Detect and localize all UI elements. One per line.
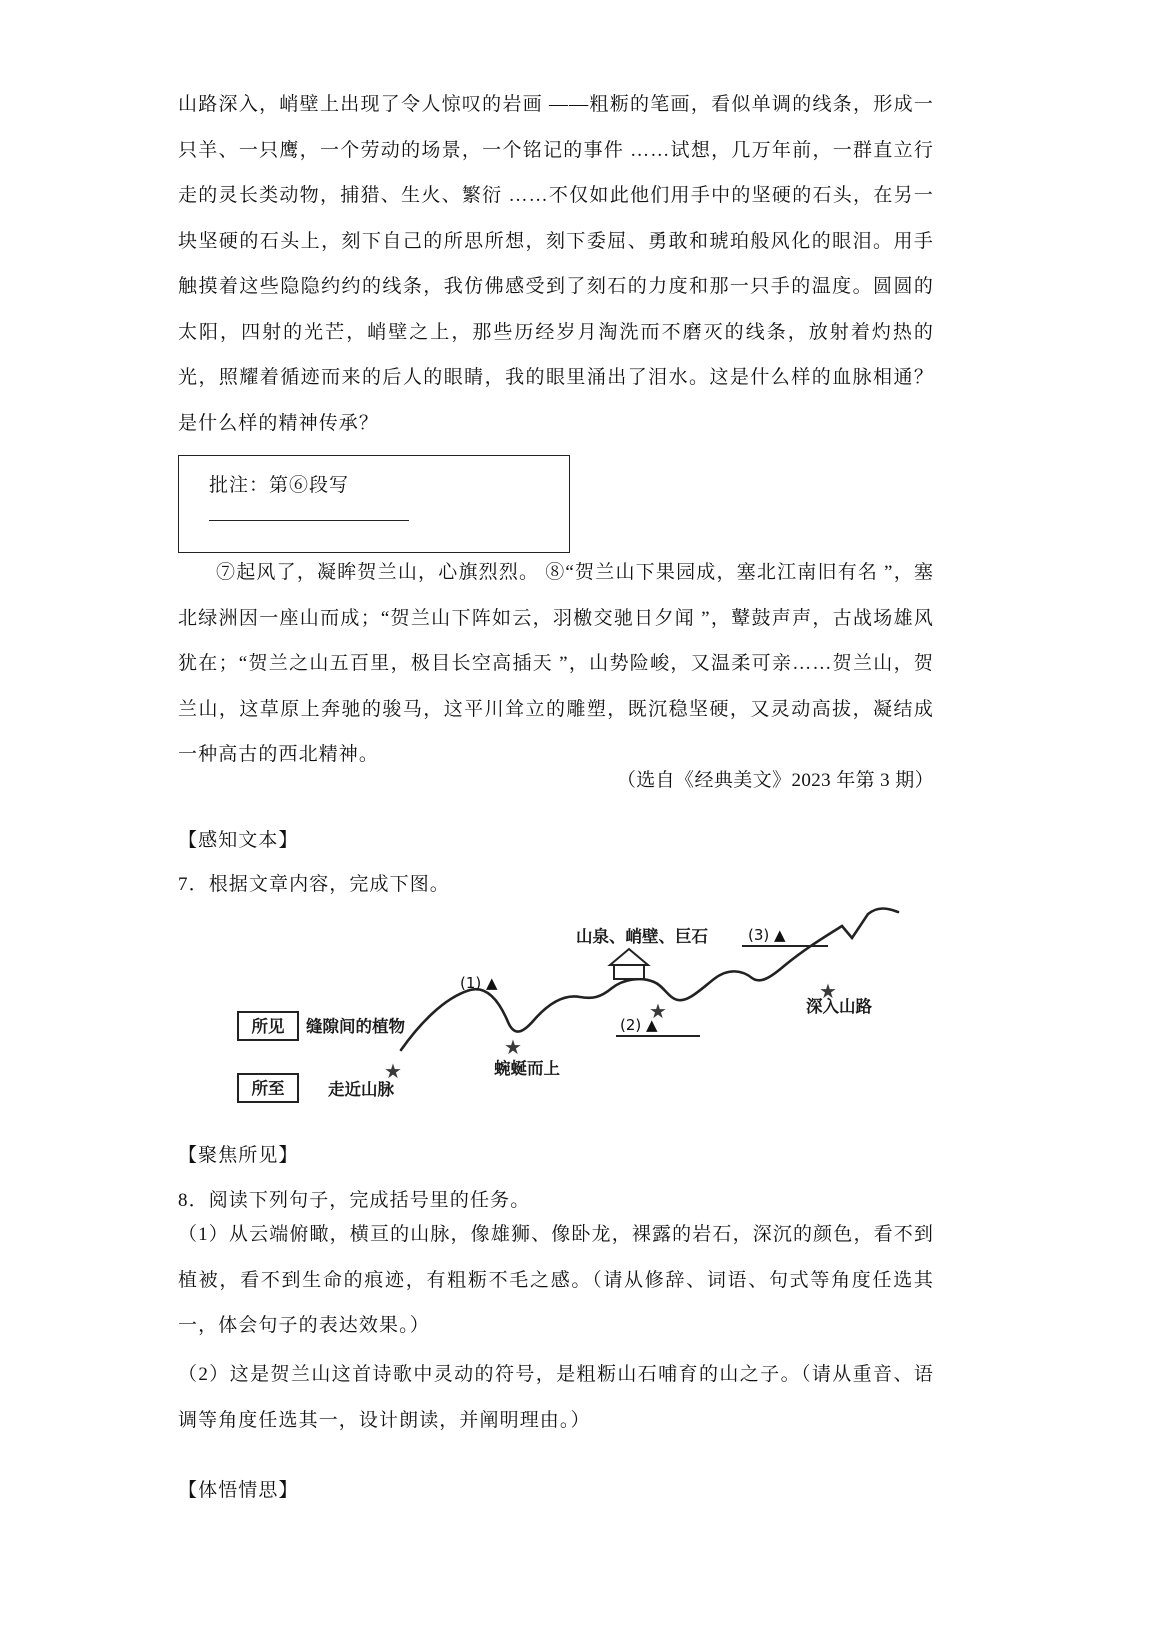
diagram-label-deep-path: 深入山路 [806,998,872,1016]
seen-legend-label: 所见 [251,1018,285,1036]
paragraph-6-text: 山路深入，峭壁上出现了令人惊叹的岩画 ——粗粝的笔画，看似单调的线条，形成一只羊、一只鹰，一个劳动的场景，一个铭记的事件 ……试想，几万年前，一群直立行走的灵长类动物，捕猎、生火、繁衍 ……不仅如此他们用手中的坚硬的石头，在另一块坚硬的石头上，刻下自己的所思所想，刻下委屈、勇敢和琥珀般风化的眼泪。用手触摸着这些隐隐约约的线条，我仿佛感受到了刻石的力度和那一只手的温度。圆圆的太阳，四射的光芒，峭壁之上，那些历经岁月淘洗而不磨灭的线条，放射着灼热的光，照耀着循迹而来的后人的眼睛，我的眼里涌出了泪水。这是什么样的血脉相通？是什么样的精神传承？ [178,94,934,434]
diagram-top-label: 山泉、峭壁、巨石 [576,928,708,946]
star-icon-2: ★ [504,1035,522,1059]
section-header-feel-text: 【体悟情思】 [178,1480,299,1501]
annotation-box [178,455,570,553]
arrive-legend-label: 所至 [251,1080,285,1098]
question-8-1-text: （1）从云端俯瞰，横亘的山脉，像雄狮、像卧龙，裸露的岩石，深沉的颜色，看不到植被，看不到生命的痕迹，有粗粝不毛之感。（请从修辞、词语、句式等角度任选其一，体会句子的表达效果。） [178,1224,934,1336]
diagram-label-arrive-item: 走近山脉 [328,1081,394,1099]
blank-3-marker: (3) ▲ [748,926,786,944]
star-icon-4: ★ [819,979,837,1003]
question-8-2-text: （2）这是贺兰山这首诗歌中灵动的符号，是粗粝山石哺育的山之子。（请从重音、语调等角度任选其一，设计朗读，并阐明理由。） [178,1364,934,1431]
star-icon-1: ★ [384,1059,402,1083]
section-header-focus-text: 【聚焦所见】 [178,1145,299,1166]
question-7-diagram [208,898,908,1130]
diagram-label-winding-up: 蜿蜒而上 [494,1060,560,1078]
mountain-path-figure [208,898,908,1130]
blank-2-marker: (2) ▲ [620,1016,658,1034]
house-icon [610,949,648,979]
question-8-text: 8．阅读下列句子，完成括号里的任务。 [178,1190,531,1211]
source-citation: （选自《经典美文》2023 年第 3 期） [616,770,934,791]
paragraph-7-8-text: ⑦起风了，凝眸贺兰山，心旗烈烈。 ⑧“贺兰山下果园成，塞北江南旧有名 ”，塞北绿洲因一座山而成；“贺兰山下阵如云，羽檄交驰日夕闻 ”，鼙鼓声声，古战场雄风犹在；“贺兰之山五百里，极目长空高插天 ”，山势险峻，又温柔可亲……贺兰山，贺兰山，这草原上奔驰的骏马，这平川耸立的雕塑，既沉稳坚硬，又灵动高拔，凝结成一种高古的西北精神。 [178,562,934,765]
annotation-blank-line [209,520,409,521]
diagram-label-seen-item: 缝隙间的植物 [306,1018,405,1036]
blank-1-marker: (1) ▲ [460,974,498,992]
star-icon-3: ★ [649,999,667,1023]
section-header-perceive-text: 【感知文本】 [178,830,299,851]
arrive-legend-box [238,1074,298,1102]
question-7-text: 7．根据文章内容，完成下图。 [178,874,450,895]
seen-legend-box [238,1012,298,1040]
annotation-label: 批注：第⑥段写 [209,475,350,496]
